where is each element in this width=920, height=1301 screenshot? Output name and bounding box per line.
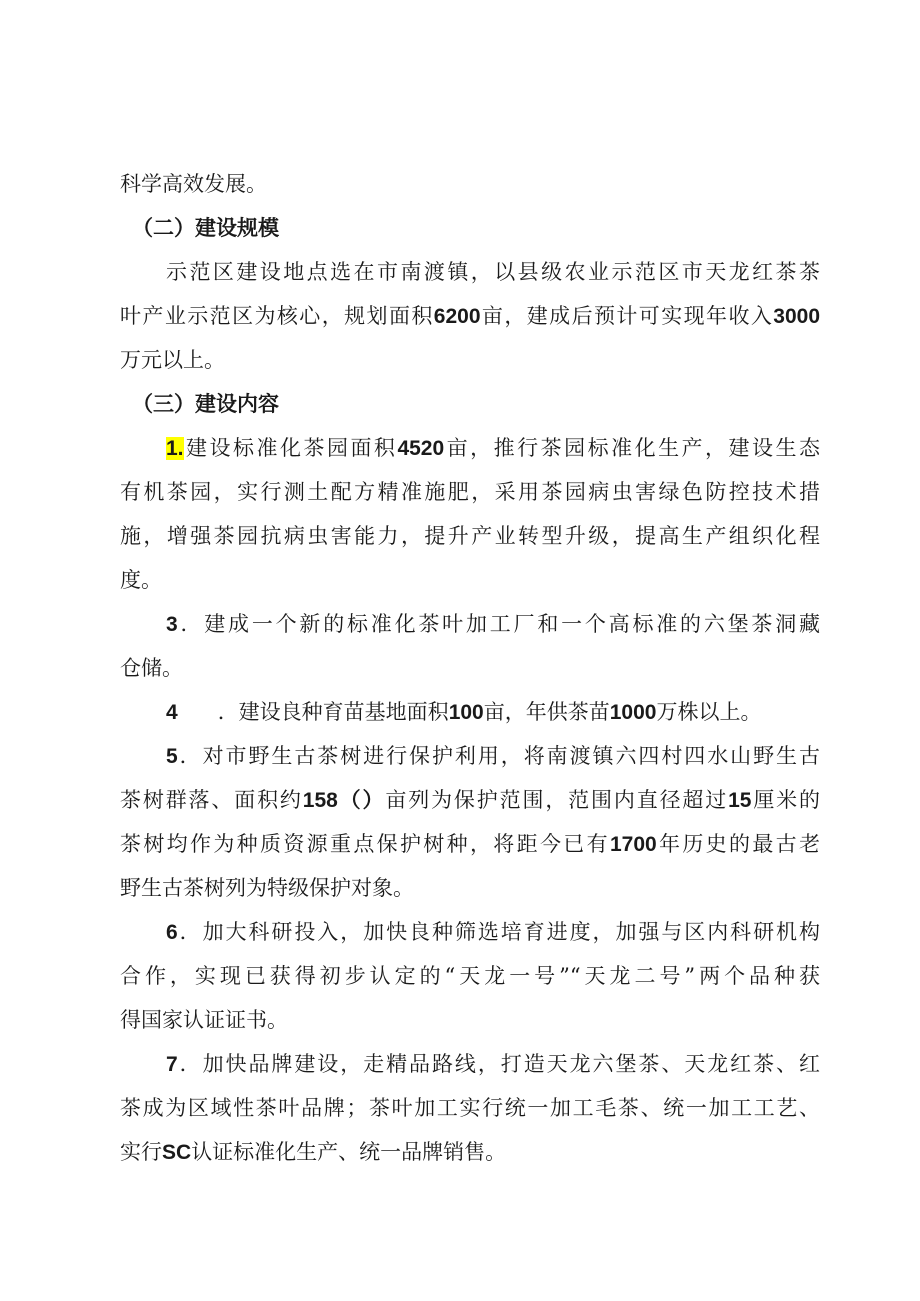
text-line: 实行SC认证标准化生产、统一品牌销售。	[120, 1140, 507, 1164]
text-line: 示范区建设地点选在市南渡镇，以县级农业示范区市天龙红茶茶	[166, 260, 820, 284]
text-line: 叶产业示范区为核心，规划面积6200亩，建成后预计可实现年收入3000	[120, 304, 820, 328]
text-line: 科学高效发展。	[120, 172, 267, 196]
list-item-7: 7．加快品牌建设，走精品路线，打造天龙六堡茶、天龙红茶、红	[166, 1052, 820, 1076]
section-heading-content: （三）建设内容	[132, 391, 279, 416]
income-value: 3000	[773, 305, 820, 328]
text-line: 茶树群落、面积约158（）亩列为保护范围，范围内直径超过15厘米的	[120, 788, 821, 812]
text-line: 得国家认证证书。	[120, 1008, 288, 1032]
text-line: 度。	[120, 568, 162, 592]
list-item-4: 4 ．建设良种育苗基地面积100亩，年供茶苗1000万株以上。	[166, 700, 762, 724]
text-line: 野生古茶树列为特级保护对象。	[120, 876, 414, 900]
text-line: 施，增强茶园抗病虫害能力，提升产业转型升级，提高生产组织化程	[120, 524, 820, 548]
list-item-1: 1.建设标准化茶园面积4520亩，推行茶园标准化生产，建设生态	[166, 436, 821, 460]
text-line: 合作，实现已获得初步认定的“天龙一号”“天龙二号”两个品种获	[120, 964, 820, 988]
list-item-3: 3．建成一个新的标准化茶叶加工厂和一个高标准的六堡茶洞藏	[166, 612, 820, 636]
list-item-5: 5．对市野生古茶树进行保护利用，将南渡镇六四村四水山野生古	[166, 744, 820, 768]
text-line: 茶树均作为种质资源重点保护树种，将距今已有1700年历史的最古老	[120, 832, 821, 856]
area-value: 6200	[433, 305, 481, 328]
text-line: 仓储。	[120, 656, 183, 680]
text-line: 茶成为区域性茶叶品牌；茶叶加工实行统一加工毛茶、统一加工工艺、	[120, 1096, 820, 1120]
section-heading-scale: （二）建设规模	[132, 215, 279, 240]
text-line: 万元以上。	[120, 348, 225, 372]
highlighted-item-number: 1.	[166, 437, 184, 460]
list-item-6: 6．加大科研投入，加快良种筛选培育进度，加强与区内科研机构	[166, 920, 820, 944]
text-line: 有机茶园，实行测土配方精准施肥，采用茶园病虫害绿色防控技术措	[120, 480, 820, 504]
